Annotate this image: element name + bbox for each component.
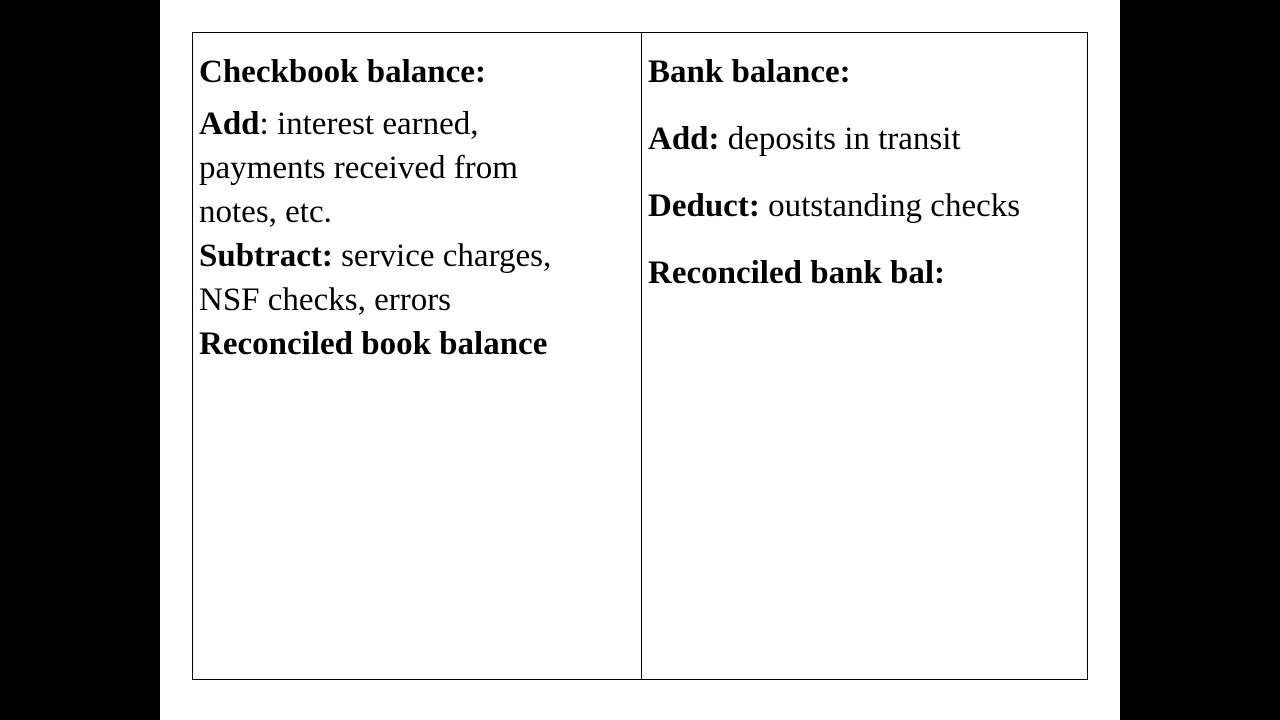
bank-column — [642, 33, 1089, 679]
checkbook-column — [193, 33, 641, 679]
reconciliation-table — [192, 32, 1088, 680]
bank-add-text: deposits in transit — [719, 121, 961, 157]
checkbook-add-line-3: notes, etc. — [199, 194, 332, 230]
bank-add-line — [648, 117, 1083, 161]
checkbook-subtract-line-2: NSF checks, errors — [199, 282, 452, 318]
checkbook-subtract-label: Subtract: — [199, 238, 333, 274]
checkbook-add-line-2: payments received from — [199, 150, 518, 186]
bank-add-label: Add: — [648, 121, 720, 157]
checkbook-add-line: Add: interest earned, — [199, 106, 479, 142]
checkbook-heading: Checkbook balance: — [199, 54, 486, 90]
checkbook-add-label: Add — [199, 106, 260, 142]
reconciled-book-balance: Reconciled book balance — [199, 326, 548, 362]
checkbook-subtract-text: service charges, — [332, 238, 552, 274]
bank-deduct-label: Deduct: — [648, 188, 760, 224]
bank-deduct-text: outstanding checks — [759, 188, 1021, 224]
slide — [160, 0, 1120, 720]
bank-deduct-line — [648, 184, 1083, 228]
bank-heading: Bank balance: — [648, 54, 851, 90]
reconciled-bank-balance: Reconciled bank bal: — [648, 255, 946, 291]
checkbook-subtract-line — [199, 234, 635, 278]
checkbook-add-text: interest earned, — [268, 106, 479, 142]
